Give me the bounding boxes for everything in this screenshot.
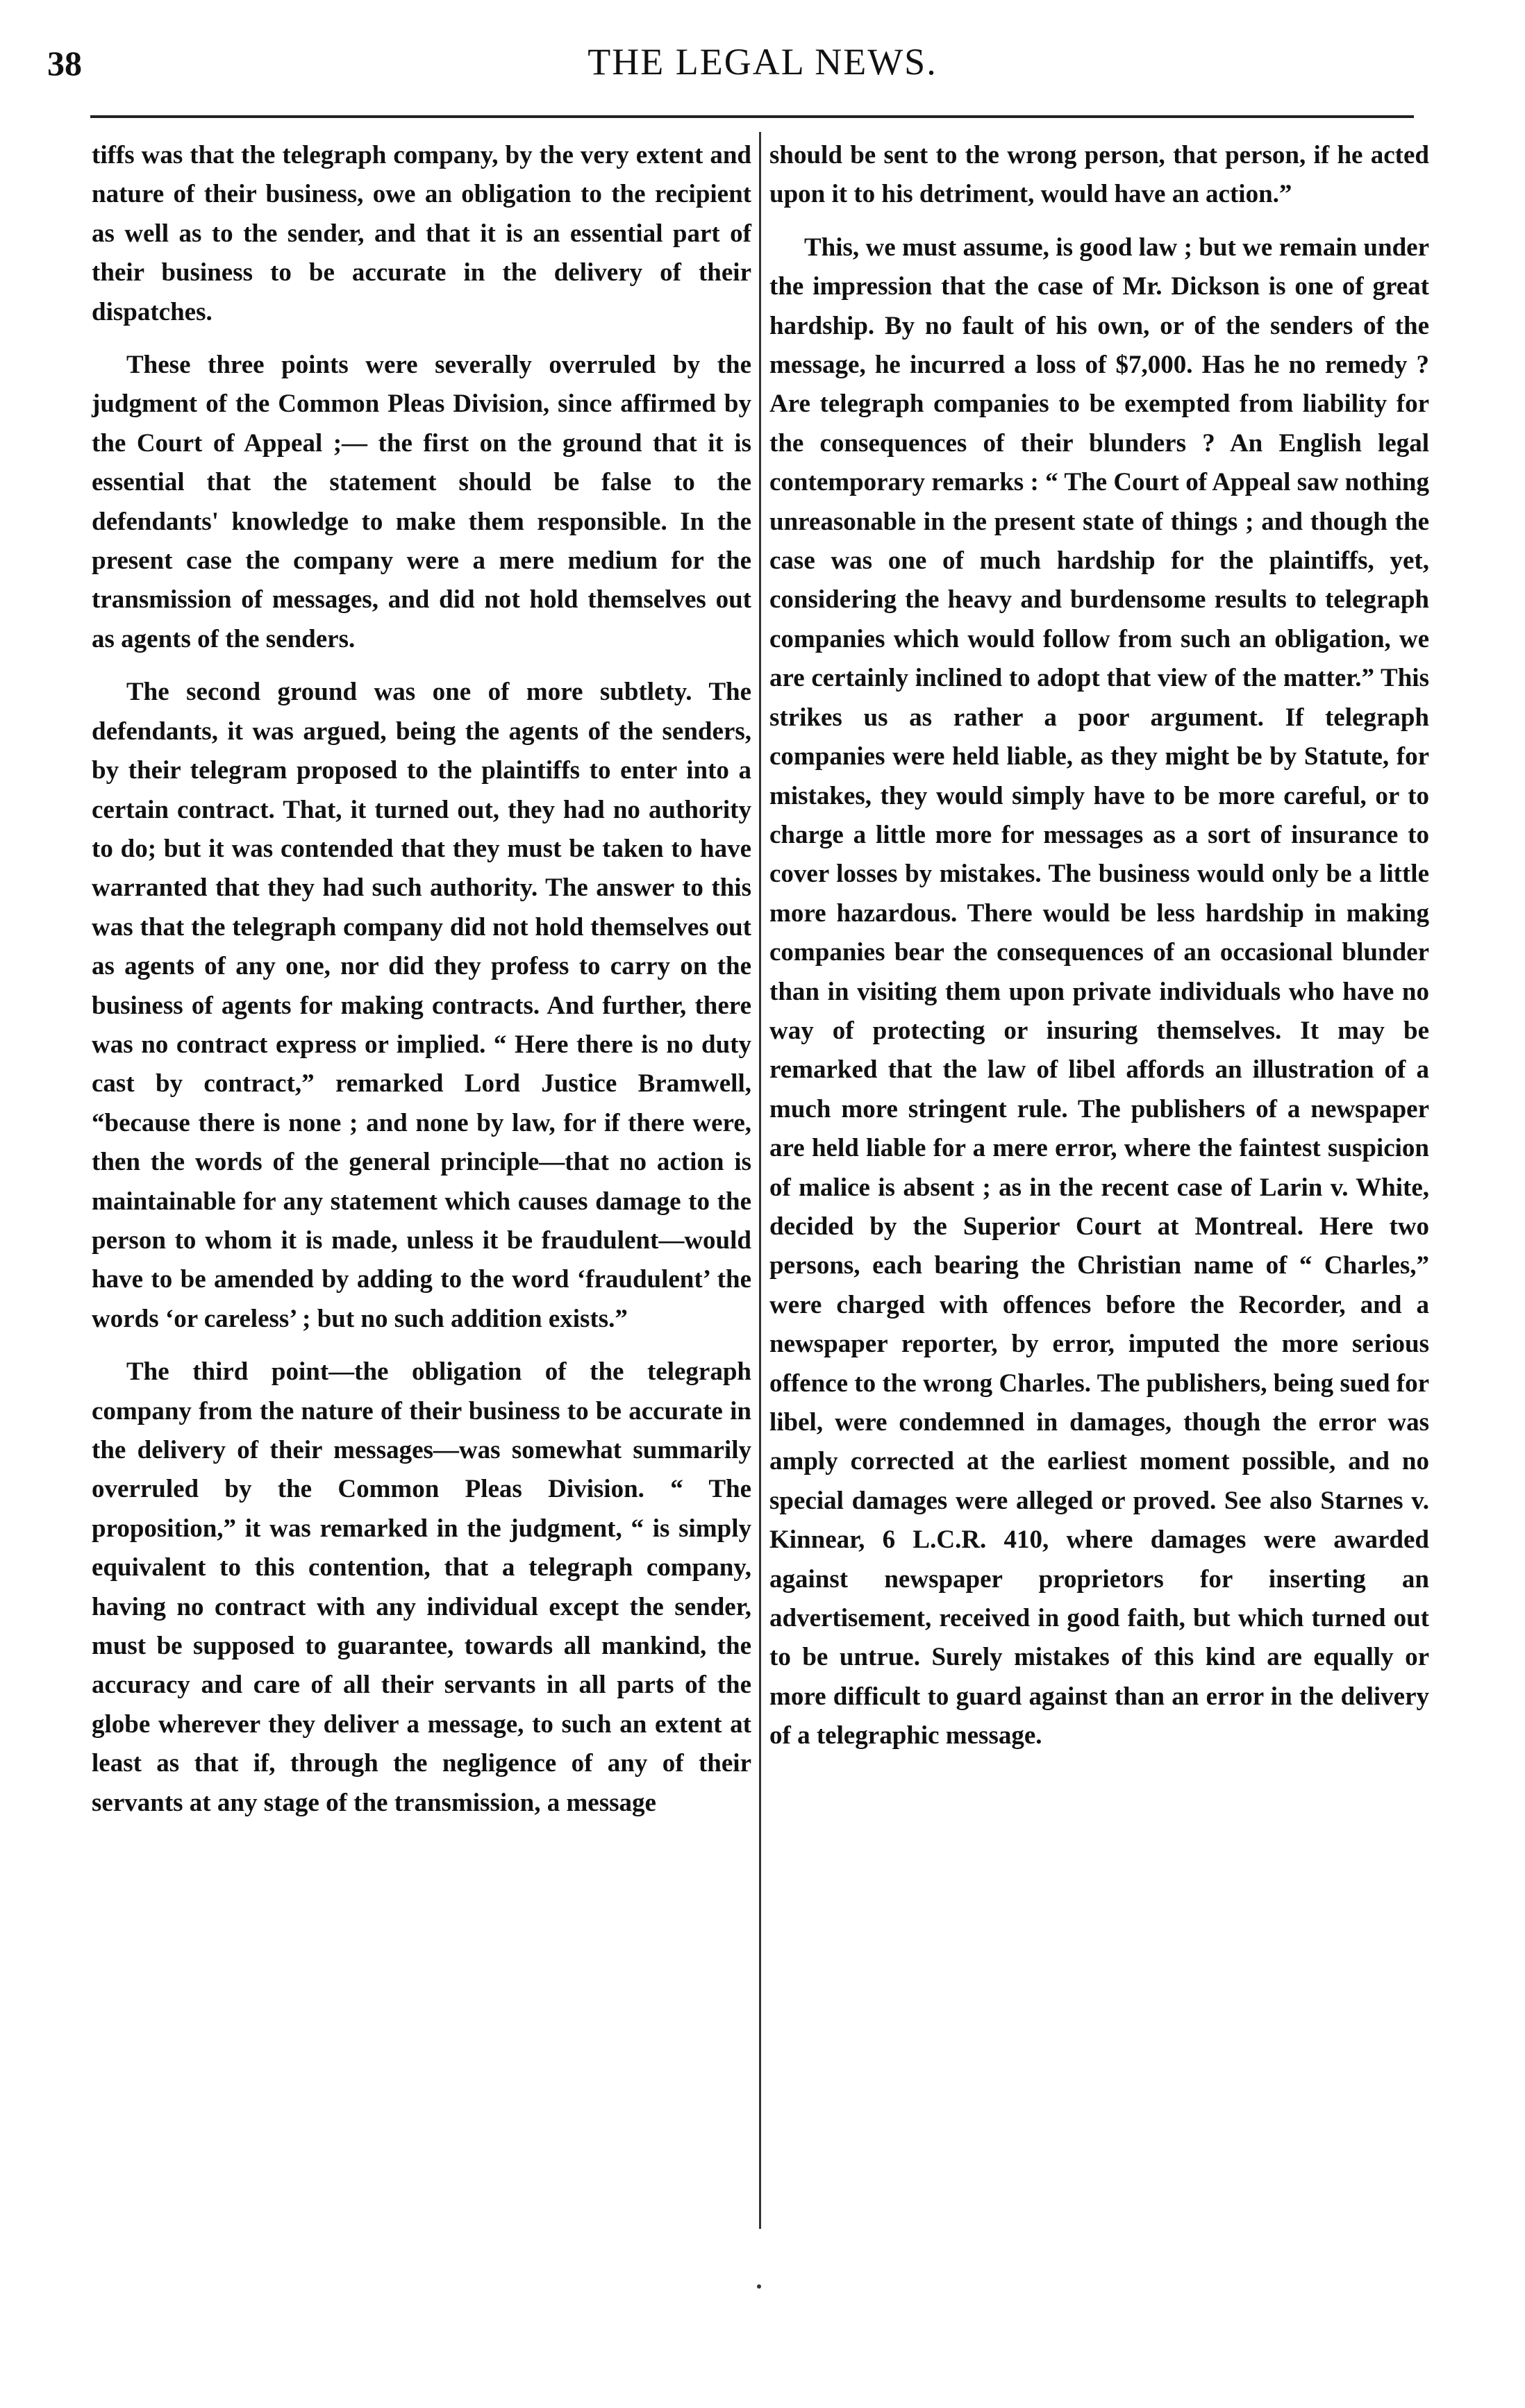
paragraph: tiffs was that the telegraph company, by the very extent and nature of their business, owe an obligation to the recipient as well as to the sender, and that it is an essential part of their business to be accurate in the delivery of their dispatches.	[92, 141, 751, 326]
header-rule	[90, 115, 1414, 118]
paragraph: should be sent to the wrong person, that person, if he acted upon it to his detriment, would have an action.”	[769, 141, 1429, 209]
page-number: 38	[47, 44, 82, 83]
paragraph: This, we must assume, is good law ; but we remain under the impression that the case of Mr. Dickson is one of great hardship. By no fault of his own, or of the senders of the message, he incurred a loss of $7,000. Has he no remedy ? Are telegraph companies to be exempted from liability for the consequences of their blunders ? An English legal contemporary remarks : “ The Court of Appeal saw nothing unreasonable in the present state of things ; and though the case was one of much hardship for the plaintiffs, yet, considering the heavy and burdensome results to telegraph companies which would follow from such an obligation, we are certainly inclined to adopt that view of the matter.” This strikes us as rather a poor argument. If telegraph companies were held liable, as they might be by Statute, for mistakes, they would simply have to be more careful, or to charge a little more for messages as a sort of insurance to cover losses by mistakes. The business would only be a little more hazardous. There would be less hardship in making companies bear the consequences of an occasional blunder than in visiting them upon private individuals who have no way of protecting or insuring themselves. It may be remarked that the law of libel affords an illustration of a much more stringent rule. The publishers of a newspaper are held liable for a mere error, where the faintest suspicion of malice is absent ; as in the recent case of Larin v. White, decided by the Superior Court at Montreal. Here two persons, each bearing the Christian name of “ Charles,” were charged with offences before the Recorder, and a newspaper reporter, by error, imputed the more serious offence to the wrong Charles. The publishers, being sued for libel, were condemned in damages, though the error was amply corrected at the earliest moment possible, and no special damages were alleged or proved. See also Starnes v. Kinnear, 6 L.C.R. 410, where damages were awarded against newspaper proprietors for inserting an advertisement, received in good faith, but which turned out to be untrue. Surely mistakes of this kind are equally or more difficult to guard against than an error in the delivery of a telegraphic message.	[769, 233, 1429, 1750]
right-column	[769, 136, 1429, 1770]
running-title: THE LEGAL NEWS.	[588, 41, 938, 83]
paragraph: The third point—the obligation of the telegraph company from the nature of their business to be accurate in the delivery of their messages—was somewhat summarily overruled by the Common Pleas Division. “ The proposition,” it was remarked in the judgment, “ is simply equivalent to this contention, that a telegraph company, having no contract with any individual except the sender, must be supposed to guarantee, towards all mankind, the accuracy and care of all their servants in all parts of the globe wherever they deliver a message, to such an extent at least as that if, through the negligence of any of their servants at any stage of the transmission, a message	[92, 1357, 751, 1817]
stray-mark	[757, 2284, 761, 2289]
paragraph: The second ground was one of more subtlety. The defendants, it was argued, being the agents of the senders, by their telegram proposed to the plaintiffs to enter into a certain contract. That, it turned out, they had no authority to do; but it was contended that they must be taken to have warranted that they had such authority. The answer to this was that the telegraph company did not hold themselves out as agents of any one, nor did they profess to carry on the business of agents for making contracts. And further, there was no contract express or implied. “ Here there is no duty cast by contract,” remarked Lord Justice Bramwell, “because there is none ; and none by law, for if there were, then the words of the general principle—that no action is maintainable for any statement which causes damage to the person to whom it is made, unless it be fraudulent—would have to be amended by adding to the word ‘fraudulent’ the words ‘or careless’ ; but no such addition exists.”	[92, 678, 751, 1333]
column-rule	[759, 132, 761, 2229]
left-column	[92, 136, 751, 1837]
paragraph: These three points were severally overruled by the judgment of the Common Pleas Division, since affirmed by the Court of Appeal ;— the first on the ground that it is essential that the statement should be false to the defendants' knowledge to make them responsible. In the present case the company were a mere medium for the transmission of messages, and did not hold themselves out as agents of the senders.	[92, 351, 751, 653]
